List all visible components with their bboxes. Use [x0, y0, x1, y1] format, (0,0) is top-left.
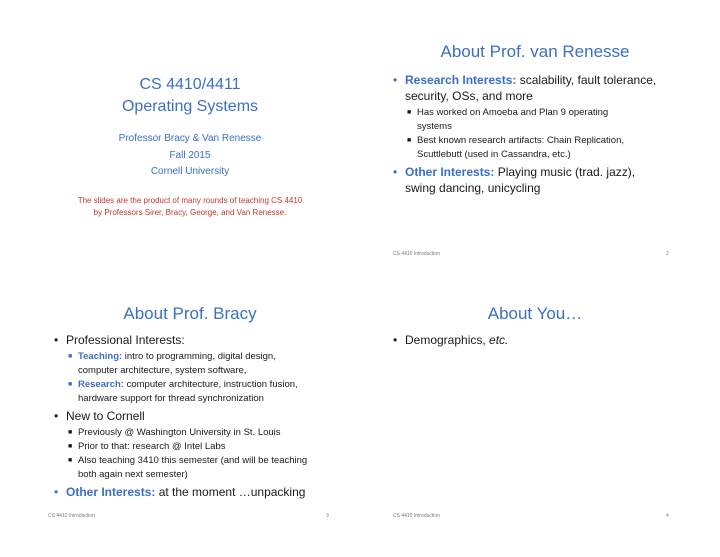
slides-note-line1: The slides are the product of many rounds of teaching CS 4410: [77, 196, 303, 205]
term: Fall 2015: [169, 150, 211, 161]
footer-course: CS 4410 Introduction: [393, 251, 440, 257]
course-number: CS 4410/4411: [139, 76, 241, 93]
list-item: ■ Has worked on Amoeba and Plan 9 operating systems: [407, 107, 609, 132]
slide-title: About Prof. Bracy: [123, 304, 257, 323]
course-name: Operating Systems: [121, 98, 259, 115]
page-number: 3: [326, 513, 329, 519]
list-item: ■ Previously @ Washington University in St. Louis: [68, 427, 281, 438]
list-item: ■ Research: computer architecture, instruction fusion, hardware support for thread synchronization: [68, 379, 298, 404]
page-number: 2: [666, 251, 669, 257]
list-item: • Other Interests: at the moment …unpacking: [54, 485, 306, 499]
slides-note-line2: by Professors Sirer, Bracy, George, and Van Renesse.: [93, 208, 287, 217]
bullet-icon: •: [393, 73, 398, 87]
list-item: • Demographics, etc.: [393, 333, 509, 347]
bullet-icon: •: [54, 485, 59, 499]
list-item: ■ Teaching: intro to programming, digital design, computer architecture, system software,: [68, 351, 276, 376]
bullet-list: [393, 72, 693, 197]
bullet-icon: •: [393, 333, 398, 347]
list-item: • Professional Interests: ■ Teaching: intro to programming, digital design, computer architecture, system software, ■ Research: computer architecture, instruction fusion, hardware support for thread synchronization: [54, 332, 354, 406]
list-item: • Other Interests: Playing music (trad. jazz), swing dancing, unicycling: [393, 165, 636, 195]
square-bullet-icon: ■: [407, 109, 412, 116]
footer-course: CS 4410 Introduction: [48, 513, 95, 519]
professors: Professor Bracy & Van Renesse: [118, 133, 262, 144]
bullet-icon: •: [54, 409, 59, 423]
square-bullet-icon: ■: [68, 443, 73, 450]
square-bullet-icon: ■: [68, 457, 73, 464]
slide-title: About You…: [487, 304, 583, 323]
footer-course: CS 4410 Introduction: [393, 513, 440, 519]
list-item: ■ Best known research artifacts: Chain Replication, Scuttlebutt (used in Cassandra, etc.): [407, 135, 624, 160]
square-bullet-icon: ■: [407, 137, 412, 144]
bullet-list: [54, 332, 354, 501]
bullet-list: [393, 332, 693, 349]
square-bullet-icon: ■: [68, 353, 73, 360]
university: Cornell University: [150, 166, 230, 177]
slide-title-page: [20, 20, 360, 280]
slide-about-van-renesse: [365, 20, 705, 280]
slide-title: About Prof. van Renesse: [440, 42, 630, 61]
page-number: 4: [666, 513, 669, 519]
slide-about-bracy: [20, 290, 360, 550]
bullet-icon: •: [393, 165, 398, 179]
slide-about-you: [365, 290, 705, 550]
list-item: • New to Cornell ■ Previously @ Washington University in St. Louis ■ Prior to that: research @ Intel Labs ■ Also teaching 3410 this semester (and will be teaching both again next semester): [54, 408, 354, 482]
list-item: ■ Also teaching 3410 this semester (and will be teaching both again next semester): [68, 455, 308, 480]
bullet-icon: •: [54, 333, 59, 347]
list-item: ■ Prior to that: research @ Intel Labs: [68, 441, 226, 452]
square-bullet-icon: ■: [68, 381, 73, 388]
list-item: • Research Interests: scalability, fault tolerance, security, OSs, and more ■ Has worked on Amoeba and Plan 9 operating systems ■ Best known research artifacts: Chain Replication, Scuttlebutt (used in Cassandra, etc.): [393, 72, 693, 162]
square-bullet-icon: ■: [68, 429, 73, 436]
